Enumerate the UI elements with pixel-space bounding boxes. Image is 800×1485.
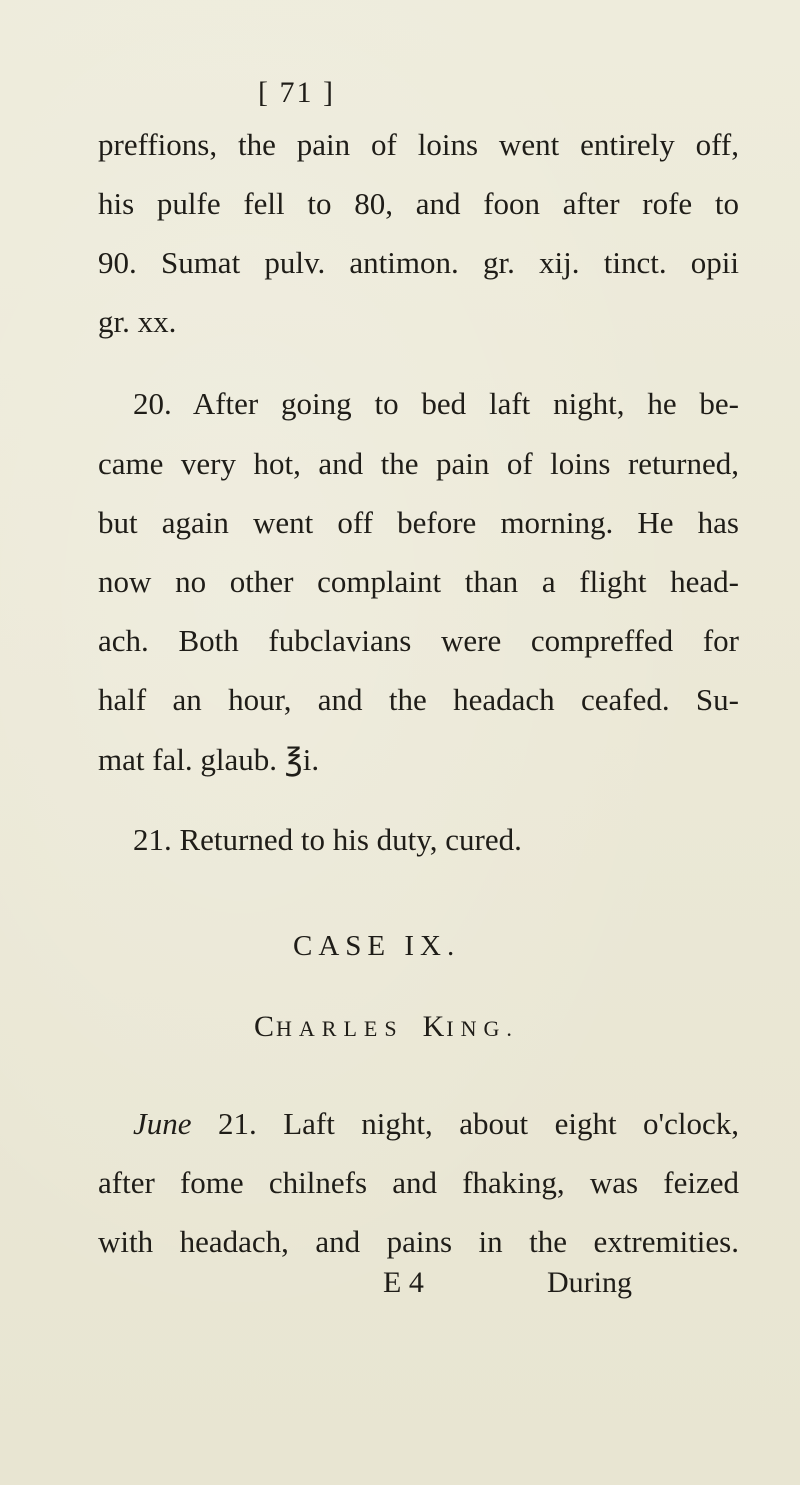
text-line: half an hour, and the headach ceafed. Su- [98, 682, 739, 717]
text-line: 90. Sumat pulv. antimon. gr. xij. tinct. opii [98, 245, 739, 280]
catchword: During [547, 1266, 632, 1299]
signature-mark: E 4 [383, 1266, 424, 1299]
text-line: ach. Both fubclavians were compreffed for [98, 623, 739, 658]
text-line: gr. xx. [98, 304, 177, 339]
name-small-caps: HARLES [276, 1016, 404, 1041]
patient-name [254, 1010, 519, 1044]
name-small-caps: ING. [446, 1016, 519, 1041]
name-initial: K [422, 1010, 447, 1043]
text-line: now no other complaint than a flight head- [98, 564, 739, 599]
text-span: 21. Laft night, about eight o'clock, [191, 1106, 739, 1141]
case-heading: CASE IX. [293, 930, 461, 962]
date-label: June [133, 1106, 192, 1141]
name-initial: C [254, 1010, 277, 1043]
page-number: [ 71 ] [258, 76, 335, 109]
text-line: preffions, the pain of loins went entirely off, [98, 127, 739, 162]
text-line: 20. After going to bed laft night, he be- [133, 386, 739, 421]
text-line: but again went off before morning. He has [98, 505, 739, 540]
text-line: came very hot, and the pain of loins returned, [98, 446, 739, 481]
text-line: his pulfe fell to 80, and foon after rofe to [98, 186, 739, 221]
text-line [133, 1106, 739, 1142]
text-line: with headach, and pains in the extremities. [98, 1224, 739, 1259]
text-line: 21. Returned to his duty, cured. [133, 822, 522, 857]
text-line: mat fal. glaub. ℥i. [98, 742, 320, 777]
text-line: after fome chilnefs and fhaking, was feized [98, 1165, 739, 1200]
